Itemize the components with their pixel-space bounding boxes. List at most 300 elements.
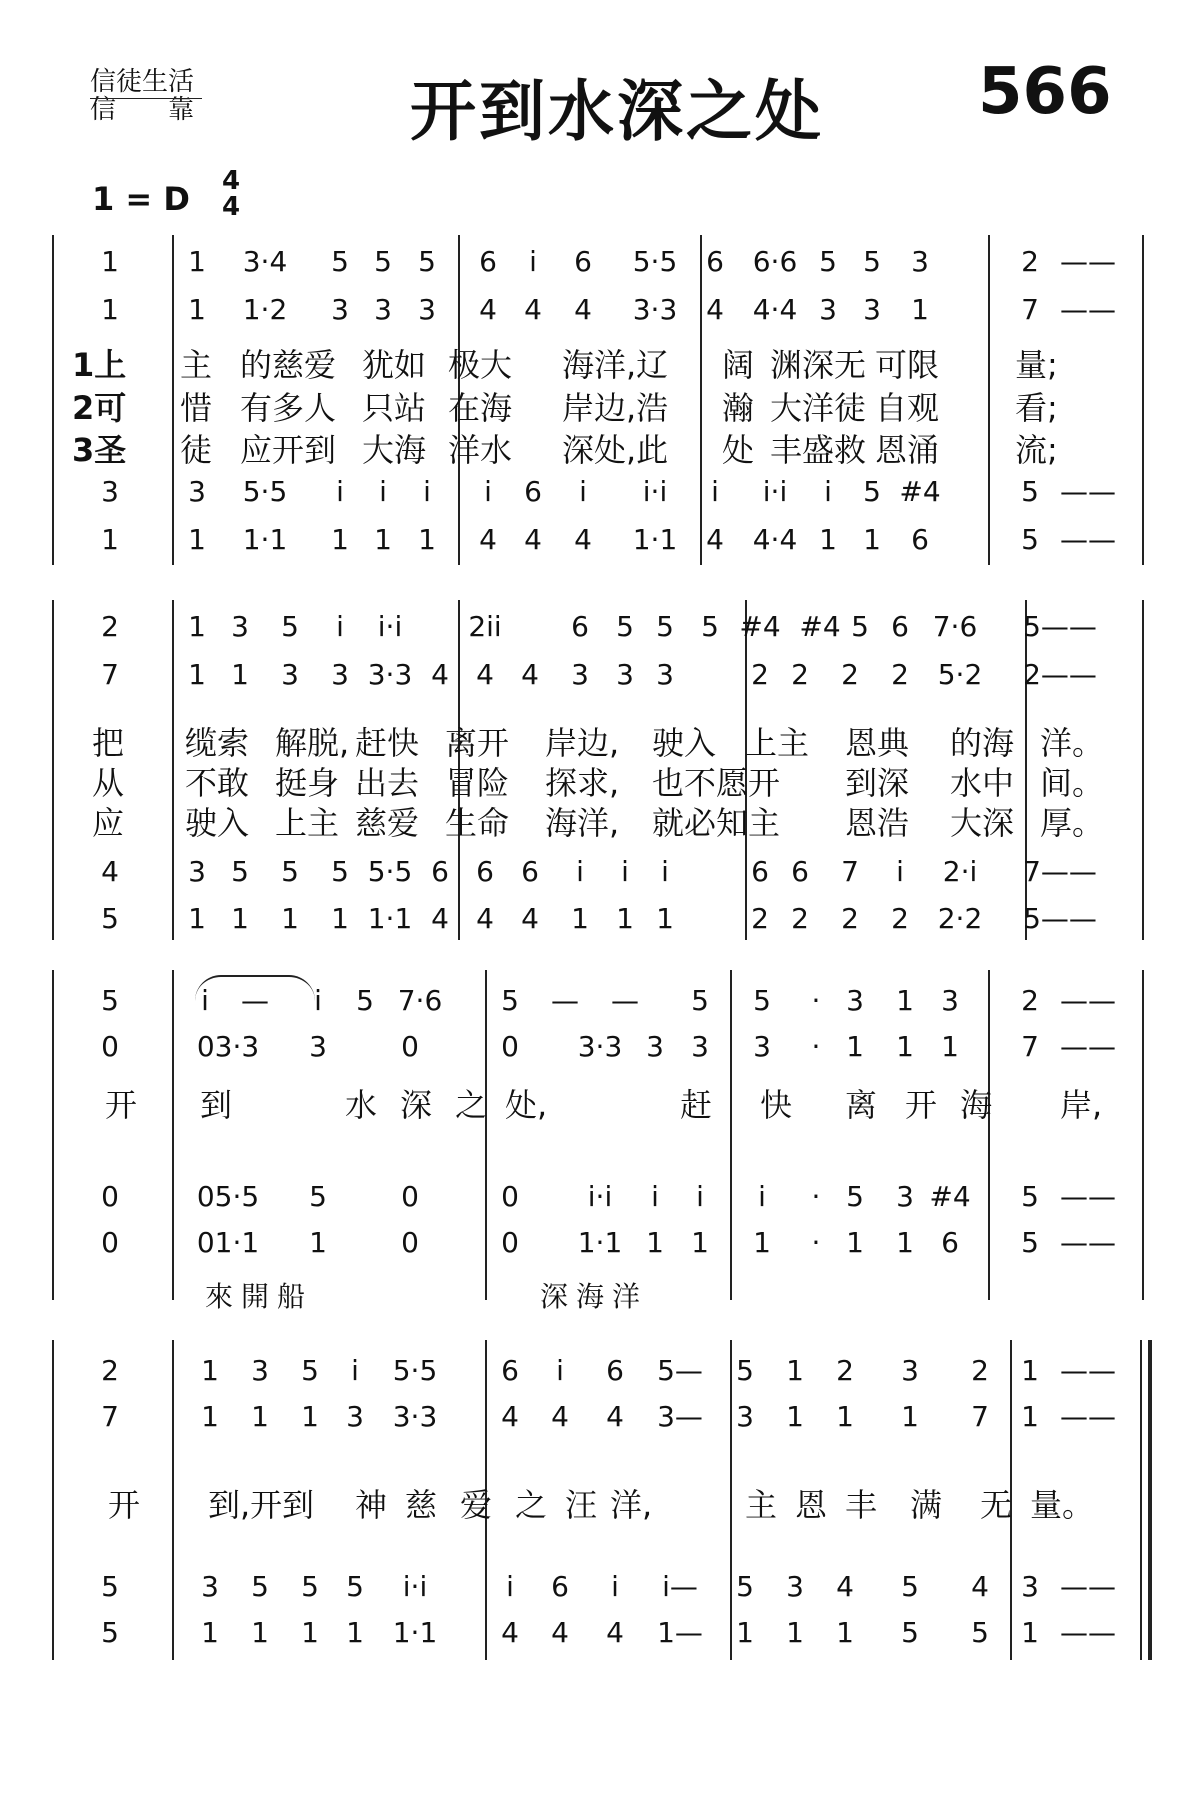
note: 1 bbox=[691, 1226, 709, 1259]
note: 3 bbox=[188, 475, 206, 508]
lyric-word: 岸, bbox=[1060, 1086, 1103, 1124]
note: 5—— bbox=[1023, 610, 1097, 643]
note: 5 bbox=[701, 610, 719, 643]
staff-row-s3 bbox=[0, 855, 1200, 891]
staff-row-s3 bbox=[0, 475, 1200, 511]
lyric-word: 上主 bbox=[745, 724, 810, 762]
note: 3 bbox=[941, 984, 959, 1017]
note: 5 bbox=[418, 245, 436, 278]
note: 1 bbox=[941, 1030, 959, 1063]
lyric-word: 厚。 bbox=[1040, 804, 1105, 842]
lyric-word: 冒险 bbox=[445, 764, 510, 802]
note: 5— bbox=[657, 1354, 703, 1387]
note: 1 bbox=[101, 293, 119, 326]
lyric-word: 把 bbox=[92, 724, 125, 762]
note: 3 bbox=[251, 1354, 269, 1387]
note: 5—— bbox=[1023, 902, 1097, 935]
note: 4 bbox=[521, 658, 539, 691]
lyric-row-v2 bbox=[0, 758, 1200, 802]
note: 0 bbox=[501, 1226, 519, 1259]
note: 4 bbox=[524, 523, 542, 556]
lyric-word: 恩典 bbox=[845, 724, 910, 762]
note: 5 bbox=[1021, 523, 1039, 556]
lyric-word: 岸边,浩 bbox=[562, 389, 669, 427]
lyric-row-v3 bbox=[0, 425, 1200, 469]
note: 1 bbox=[231, 902, 249, 935]
note: 1 bbox=[188, 245, 206, 278]
note: i bbox=[556, 1354, 564, 1387]
system-2 bbox=[0, 600, 1200, 940]
note: 5 bbox=[616, 610, 634, 643]
note: 1 bbox=[1021, 1400, 1039, 1433]
lyric-word: 处 bbox=[722, 431, 755, 469]
note: 5·5 bbox=[242, 475, 288, 508]
note: 4 bbox=[479, 293, 497, 326]
note: 2·i bbox=[942, 855, 978, 888]
note: 3·4 bbox=[242, 245, 288, 278]
note: #4 bbox=[799, 610, 841, 643]
note: 0 bbox=[401, 1226, 419, 1259]
note: · bbox=[811, 984, 821, 1017]
note: 2ii bbox=[468, 610, 502, 643]
note: 5 bbox=[819, 245, 837, 278]
note: 5 bbox=[851, 610, 869, 643]
note: 4 bbox=[606, 1616, 624, 1649]
note: i bbox=[651, 1180, 659, 1213]
note: 1 bbox=[786, 1400, 804, 1433]
note: 5 bbox=[901, 1570, 919, 1603]
note: i bbox=[484, 475, 492, 508]
note: 3 bbox=[201, 1570, 219, 1603]
note: i bbox=[529, 245, 537, 278]
note: —— bbox=[1060, 1226, 1116, 1259]
staff-row-s2 bbox=[0, 1400, 1200, 1436]
lyric-word: 深 bbox=[400, 1086, 433, 1124]
note: 4 bbox=[574, 293, 592, 326]
lyric-word: 海洋,辽 bbox=[562, 346, 669, 384]
note: 2 bbox=[891, 902, 909, 935]
lyric-word: 洋, bbox=[610, 1486, 653, 1524]
lyric-word: 驶入 bbox=[185, 804, 250, 842]
lyric-word: 2可 bbox=[72, 389, 127, 427]
note: · bbox=[811, 1226, 821, 1259]
note: #4 bbox=[739, 610, 781, 643]
note: 1·1 bbox=[392, 1616, 438, 1649]
staff-row-s1 bbox=[0, 610, 1200, 646]
system-1 bbox=[0, 235, 1200, 565]
note: 5 bbox=[863, 475, 881, 508]
system-3 bbox=[0, 970, 1200, 1313]
note: 1 bbox=[201, 1400, 219, 1433]
lyric-word: 赶快 bbox=[355, 724, 420, 762]
note: 01·1 bbox=[196, 1226, 260, 1259]
lyric-word: 阔 bbox=[722, 346, 755, 384]
note: 4 bbox=[551, 1400, 569, 1433]
note: 5 bbox=[971, 1616, 989, 1649]
note: 2 bbox=[751, 658, 769, 691]
note: 2 bbox=[841, 658, 859, 691]
note: —— bbox=[1060, 523, 1116, 556]
note: 1 bbox=[188, 610, 206, 643]
lyric-row-lyric bbox=[0, 1080, 1200, 1124]
note: 1·1 bbox=[242, 523, 288, 556]
note: 6 bbox=[476, 855, 494, 888]
note: 5 bbox=[501, 984, 519, 1017]
note: 1·1 bbox=[632, 523, 678, 556]
note: 7 bbox=[1021, 293, 1039, 326]
note: 5 bbox=[101, 1570, 119, 1603]
lyric-word: 探求, bbox=[545, 764, 620, 802]
lyric-word: 深处,此 bbox=[562, 431, 669, 469]
note: 5·5 bbox=[632, 245, 678, 278]
note: 6 bbox=[706, 245, 724, 278]
hymn-number: 566 bbox=[978, 55, 1112, 129]
note: 2 bbox=[971, 1354, 989, 1387]
note: 1 bbox=[736, 1616, 754, 1649]
note: 1 bbox=[846, 1030, 864, 1063]
note: 4 bbox=[551, 1616, 569, 1649]
note: 1 bbox=[901, 1400, 919, 1433]
lyric-word: 主 bbox=[745, 1486, 778, 1524]
note: 3 bbox=[616, 658, 634, 691]
note: 0 bbox=[101, 1226, 119, 1259]
note: 1 bbox=[786, 1354, 804, 1387]
note: 6 bbox=[891, 610, 909, 643]
note: 1 bbox=[819, 523, 837, 556]
lyric-word: 挺身 bbox=[275, 764, 340, 802]
note: 1·2 bbox=[242, 293, 288, 326]
lyric-word: 极大 bbox=[448, 346, 513, 384]
note: 1 bbox=[301, 1616, 319, 1649]
note: 1 bbox=[346, 1616, 364, 1649]
note: 03·3 bbox=[196, 1030, 260, 1063]
lyric-word: 开 bbox=[108, 1486, 141, 1524]
note: i bbox=[506, 1570, 514, 1603]
note: i— bbox=[662, 1570, 698, 1603]
note: 1 bbox=[231, 658, 249, 691]
lyric-word: 到,开 bbox=[208, 1486, 283, 1524]
note: 3 bbox=[736, 1400, 754, 1433]
note: i bbox=[758, 1180, 766, 1213]
note: i bbox=[576, 855, 584, 888]
note: 6 bbox=[791, 855, 809, 888]
category-divider bbox=[90, 98, 202, 99]
note: 3 bbox=[656, 658, 674, 691]
lyric-word: 应开到 bbox=[240, 431, 337, 469]
lyric-word: 徒 bbox=[180, 431, 213, 469]
note: 2 bbox=[836, 1354, 854, 1387]
note: 3 bbox=[896, 1180, 914, 1213]
note: 1 bbox=[646, 1226, 664, 1259]
note: 4 bbox=[501, 1616, 519, 1649]
lyric-word: 在海 bbox=[448, 389, 513, 427]
note: i bbox=[824, 475, 832, 508]
note: i bbox=[336, 475, 344, 508]
note: 3 bbox=[331, 293, 349, 326]
note: 5 bbox=[1021, 1180, 1039, 1213]
note: 1 bbox=[418, 523, 436, 556]
note: 5 bbox=[656, 610, 674, 643]
note: 3 bbox=[1021, 1570, 1039, 1603]
note: 5 bbox=[736, 1354, 754, 1387]
note: 5 bbox=[301, 1354, 319, 1387]
lyric-word: 开 bbox=[905, 1086, 938, 1124]
note: 5 bbox=[101, 984, 119, 1017]
note: 6 bbox=[941, 1226, 959, 1259]
note: 0 bbox=[501, 1030, 519, 1063]
note: 1 bbox=[863, 523, 881, 556]
note: 1 bbox=[656, 902, 674, 935]
note: 6 bbox=[551, 1570, 569, 1603]
lyric-word: 汪 bbox=[565, 1486, 598, 1524]
note: 3 bbox=[374, 293, 392, 326]
note: 5 bbox=[846, 1180, 864, 1213]
note: 5 bbox=[309, 1180, 327, 1213]
note: 5 bbox=[691, 984, 709, 1017]
note: 1·1 bbox=[367, 902, 413, 935]
staff-row-s4 bbox=[0, 523, 1200, 559]
note: 5 bbox=[901, 1616, 919, 1649]
note: · bbox=[811, 1180, 821, 1213]
note: i·i bbox=[402, 1570, 428, 1603]
note: 7 bbox=[101, 1400, 119, 1433]
note: i bbox=[379, 475, 387, 508]
staff-row-s1 bbox=[0, 984, 1200, 1020]
lyric-word: 也不愿开 bbox=[652, 764, 781, 802]
note: 2 bbox=[101, 1354, 119, 1387]
note: 4 bbox=[431, 902, 449, 935]
note: 7·6 bbox=[932, 610, 978, 643]
note: 1 bbox=[251, 1400, 269, 1433]
note: 2 bbox=[101, 610, 119, 643]
lyric-word: 驶入 bbox=[652, 724, 717, 762]
note: 3 bbox=[231, 610, 249, 643]
note: i bbox=[611, 1570, 619, 1603]
note: 5·2 bbox=[937, 658, 983, 691]
staff-row-s2 bbox=[0, 658, 1200, 694]
note: 0 bbox=[101, 1030, 119, 1063]
note: 5 bbox=[346, 1570, 364, 1603]
lyric-word: 恩浩 bbox=[845, 804, 910, 842]
lyric-word: 生命 bbox=[445, 804, 510, 842]
staff-row-s1 bbox=[0, 245, 1200, 281]
note: i bbox=[696, 1180, 704, 1213]
note: 3 bbox=[571, 658, 589, 691]
note: 4 bbox=[706, 523, 724, 556]
note: 1 bbox=[201, 1354, 219, 1387]
lyric-word: 丰 bbox=[845, 1486, 878, 1524]
category-top: 信徒生活 bbox=[90, 67, 195, 97]
note: 4 bbox=[476, 658, 494, 691]
lyric-word: 海 bbox=[960, 1086, 993, 1124]
note: 4 bbox=[971, 1570, 989, 1603]
note: 2 bbox=[751, 902, 769, 935]
note: 6 bbox=[574, 245, 592, 278]
lyric-word: 到 bbox=[282, 1486, 315, 1524]
note: 3 bbox=[911, 245, 929, 278]
note: 7·6 bbox=[397, 984, 443, 1017]
note: 2—— bbox=[1023, 658, 1097, 691]
note: —— bbox=[1060, 1616, 1116, 1649]
note: 3·3 bbox=[367, 658, 413, 691]
note: i bbox=[711, 475, 719, 508]
staff-row-s4 bbox=[0, 902, 1200, 938]
lyric-word: 犹如 bbox=[362, 346, 427, 384]
note: 2 bbox=[891, 658, 909, 691]
note: 3 bbox=[691, 1030, 709, 1063]
note: #4 bbox=[899, 475, 941, 508]
note: — bbox=[241, 984, 269, 1017]
note: 1 bbox=[201, 1616, 219, 1649]
staff-row-s2 bbox=[0, 293, 1200, 329]
note: i bbox=[661, 855, 669, 888]
note: i bbox=[579, 475, 587, 508]
lyric-word: 主 bbox=[180, 346, 213, 384]
lyric-word: 自观 bbox=[875, 389, 940, 427]
lyric-word: 应 bbox=[92, 804, 125, 842]
note: 3·3 bbox=[632, 293, 678, 326]
note: 3 bbox=[753, 1030, 771, 1063]
note: 4 bbox=[476, 902, 494, 935]
note: #4 bbox=[929, 1180, 971, 1213]
note: 4 bbox=[501, 1400, 519, 1433]
note: 0 bbox=[401, 1030, 419, 1063]
lyric-word: 出去 bbox=[355, 764, 420, 802]
note: 0 bbox=[401, 1180, 419, 1213]
note: i bbox=[423, 475, 431, 508]
note: —— bbox=[1060, 984, 1116, 1017]
staff-row-s3 bbox=[0, 1180, 1200, 1216]
note: i bbox=[621, 855, 629, 888]
note: 4 bbox=[606, 1400, 624, 1433]
note: 6 bbox=[571, 610, 589, 643]
note: 6 bbox=[751, 855, 769, 888]
note: 1 bbox=[188, 902, 206, 935]
note: 1 bbox=[846, 1226, 864, 1259]
lyric-word: 之 bbox=[455, 1086, 488, 1124]
note: 7 bbox=[1021, 1030, 1039, 1063]
note: 2 bbox=[791, 658, 809, 691]
category-bottom: 信 靠 bbox=[90, 95, 195, 125]
lyric-word: 大洋徒 bbox=[770, 389, 867, 427]
lyric-word: 水中 bbox=[950, 764, 1015, 802]
note: 3·3 bbox=[392, 1400, 438, 1433]
note: —— bbox=[1060, 475, 1116, 508]
note: 05·5 bbox=[196, 1180, 260, 1213]
note: 5·5 bbox=[392, 1354, 438, 1387]
note: 5 bbox=[301, 1570, 319, 1603]
lyric-row-v2 bbox=[0, 383, 1200, 427]
category-label bbox=[90, 68, 194, 124]
note: —— bbox=[1060, 1030, 1116, 1063]
note: 5·5 bbox=[367, 855, 413, 888]
note: 1 bbox=[896, 1030, 914, 1063]
lyric-word: 岸边, bbox=[545, 724, 620, 762]
lyric-word: 大深 bbox=[950, 804, 1015, 842]
note: 4 bbox=[101, 855, 119, 888]
lyric-word: 不敢 bbox=[185, 764, 250, 802]
note: —— bbox=[1060, 1354, 1116, 1387]
lyric-word: 3圣 bbox=[72, 431, 127, 469]
note: 5 bbox=[231, 855, 249, 888]
note: 6 bbox=[501, 1354, 519, 1387]
note: i bbox=[896, 855, 904, 888]
note: 5 bbox=[281, 855, 299, 888]
note: 3 bbox=[819, 293, 837, 326]
lyric-word: 之 bbox=[515, 1486, 548, 1524]
lyric-word: 水 bbox=[345, 1086, 378, 1124]
lyric-word: 快 bbox=[760, 1086, 793, 1124]
lyric-word: 流; bbox=[1015, 431, 1058, 469]
note: 2 bbox=[1021, 245, 1039, 278]
staff-row-s2 bbox=[0, 1030, 1200, 1066]
note: 1 bbox=[753, 1226, 771, 1259]
note: 6 bbox=[479, 245, 497, 278]
lyric-word: 慈爱 bbox=[355, 804, 420, 842]
note: 6·6 bbox=[752, 245, 798, 278]
lyric-word: 到深 bbox=[845, 764, 910, 802]
note: 3·3 bbox=[577, 1030, 623, 1063]
note: 2 bbox=[791, 902, 809, 935]
note: 6 bbox=[521, 855, 539, 888]
lyric-word: 上主 bbox=[275, 804, 340, 842]
note: 5 bbox=[101, 902, 119, 935]
note: 1 bbox=[331, 523, 349, 556]
note: 1 bbox=[616, 902, 634, 935]
key-signature: 1 = D bbox=[92, 180, 190, 218]
lyric-word: 大海 bbox=[362, 431, 427, 469]
note: — bbox=[611, 984, 639, 1017]
note: 3 bbox=[418, 293, 436, 326]
lyric-word: 到 bbox=[200, 1086, 233, 1124]
time-top: 4 bbox=[222, 166, 241, 196]
staff-row-s4 bbox=[0, 1616, 1200, 1652]
sub-lyric-1: 來開船 bbox=[205, 1280, 314, 1313]
lyric-word: 量。 bbox=[1030, 1486, 1095, 1524]
note: 7 bbox=[971, 1400, 989, 1433]
note: —— bbox=[1060, 1180, 1116, 1213]
note: 3 bbox=[281, 658, 299, 691]
note: 4 bbox=[574, 523, 592, 556]
note: 4 bbox=[431, 658, 449, 691]
note: 3— bbox=[657, 1400, 703, 1433]
note: 5 bbox=[753, 984, 771, 1017]
lyric-word: 可限 bbox=[875, 346, 940, 384]
lyric-word: 丰盛救 bbox=[770, 431, 867, 469]
lyric-word: 从 bbox=[92, 764, 125, 802]
note: · bbox=[811, 1030, 821, 1063]
note: 3 bbox=[846, 984, 864, 1017]
note: 5 bbox=[736, 1570, 754, 1603]
note: 3 bbox=[101, 475, 119, 508]
note: 1 bbox=[251, 1616, 269, 1649]
lyric-word: 量; bbox=[1015, 346, 1058, 384]
lyric-word: 离开 bbox=[445, 724, 510, 762]
lyric-word: 洋水 bbox=[448, 431, 513, 469]
lyric-word: 满 bbox=[910, 1486, 943, 1524]
lyric-word: 无 bbox=[980, 1486, 1013, 1524]
lyric-word: 有多人 bbox=[240, 389, 337, 427]
note: i·i bbox=[762, 475, 788, 508]
lyric-word: 爱 bbox=[460, 1486, 493, 1524]
note: —— bbox=[1060, 245, 1116, 278]
note: 3 bbox=[901, 1354, 919, 1387]
note: 5 bbox=[331, 855, 349, 888]
lyric-word: 恩 bbox=[795, 1486, 828, 1524]
lyric-row-v3 bbox=[0, 798, 1200, 842]
note: 6 bbox=[431, 855, 449, 888]
sub-lyric-2: 深海洋 bbox=[540, 1280, 649, 1313]
